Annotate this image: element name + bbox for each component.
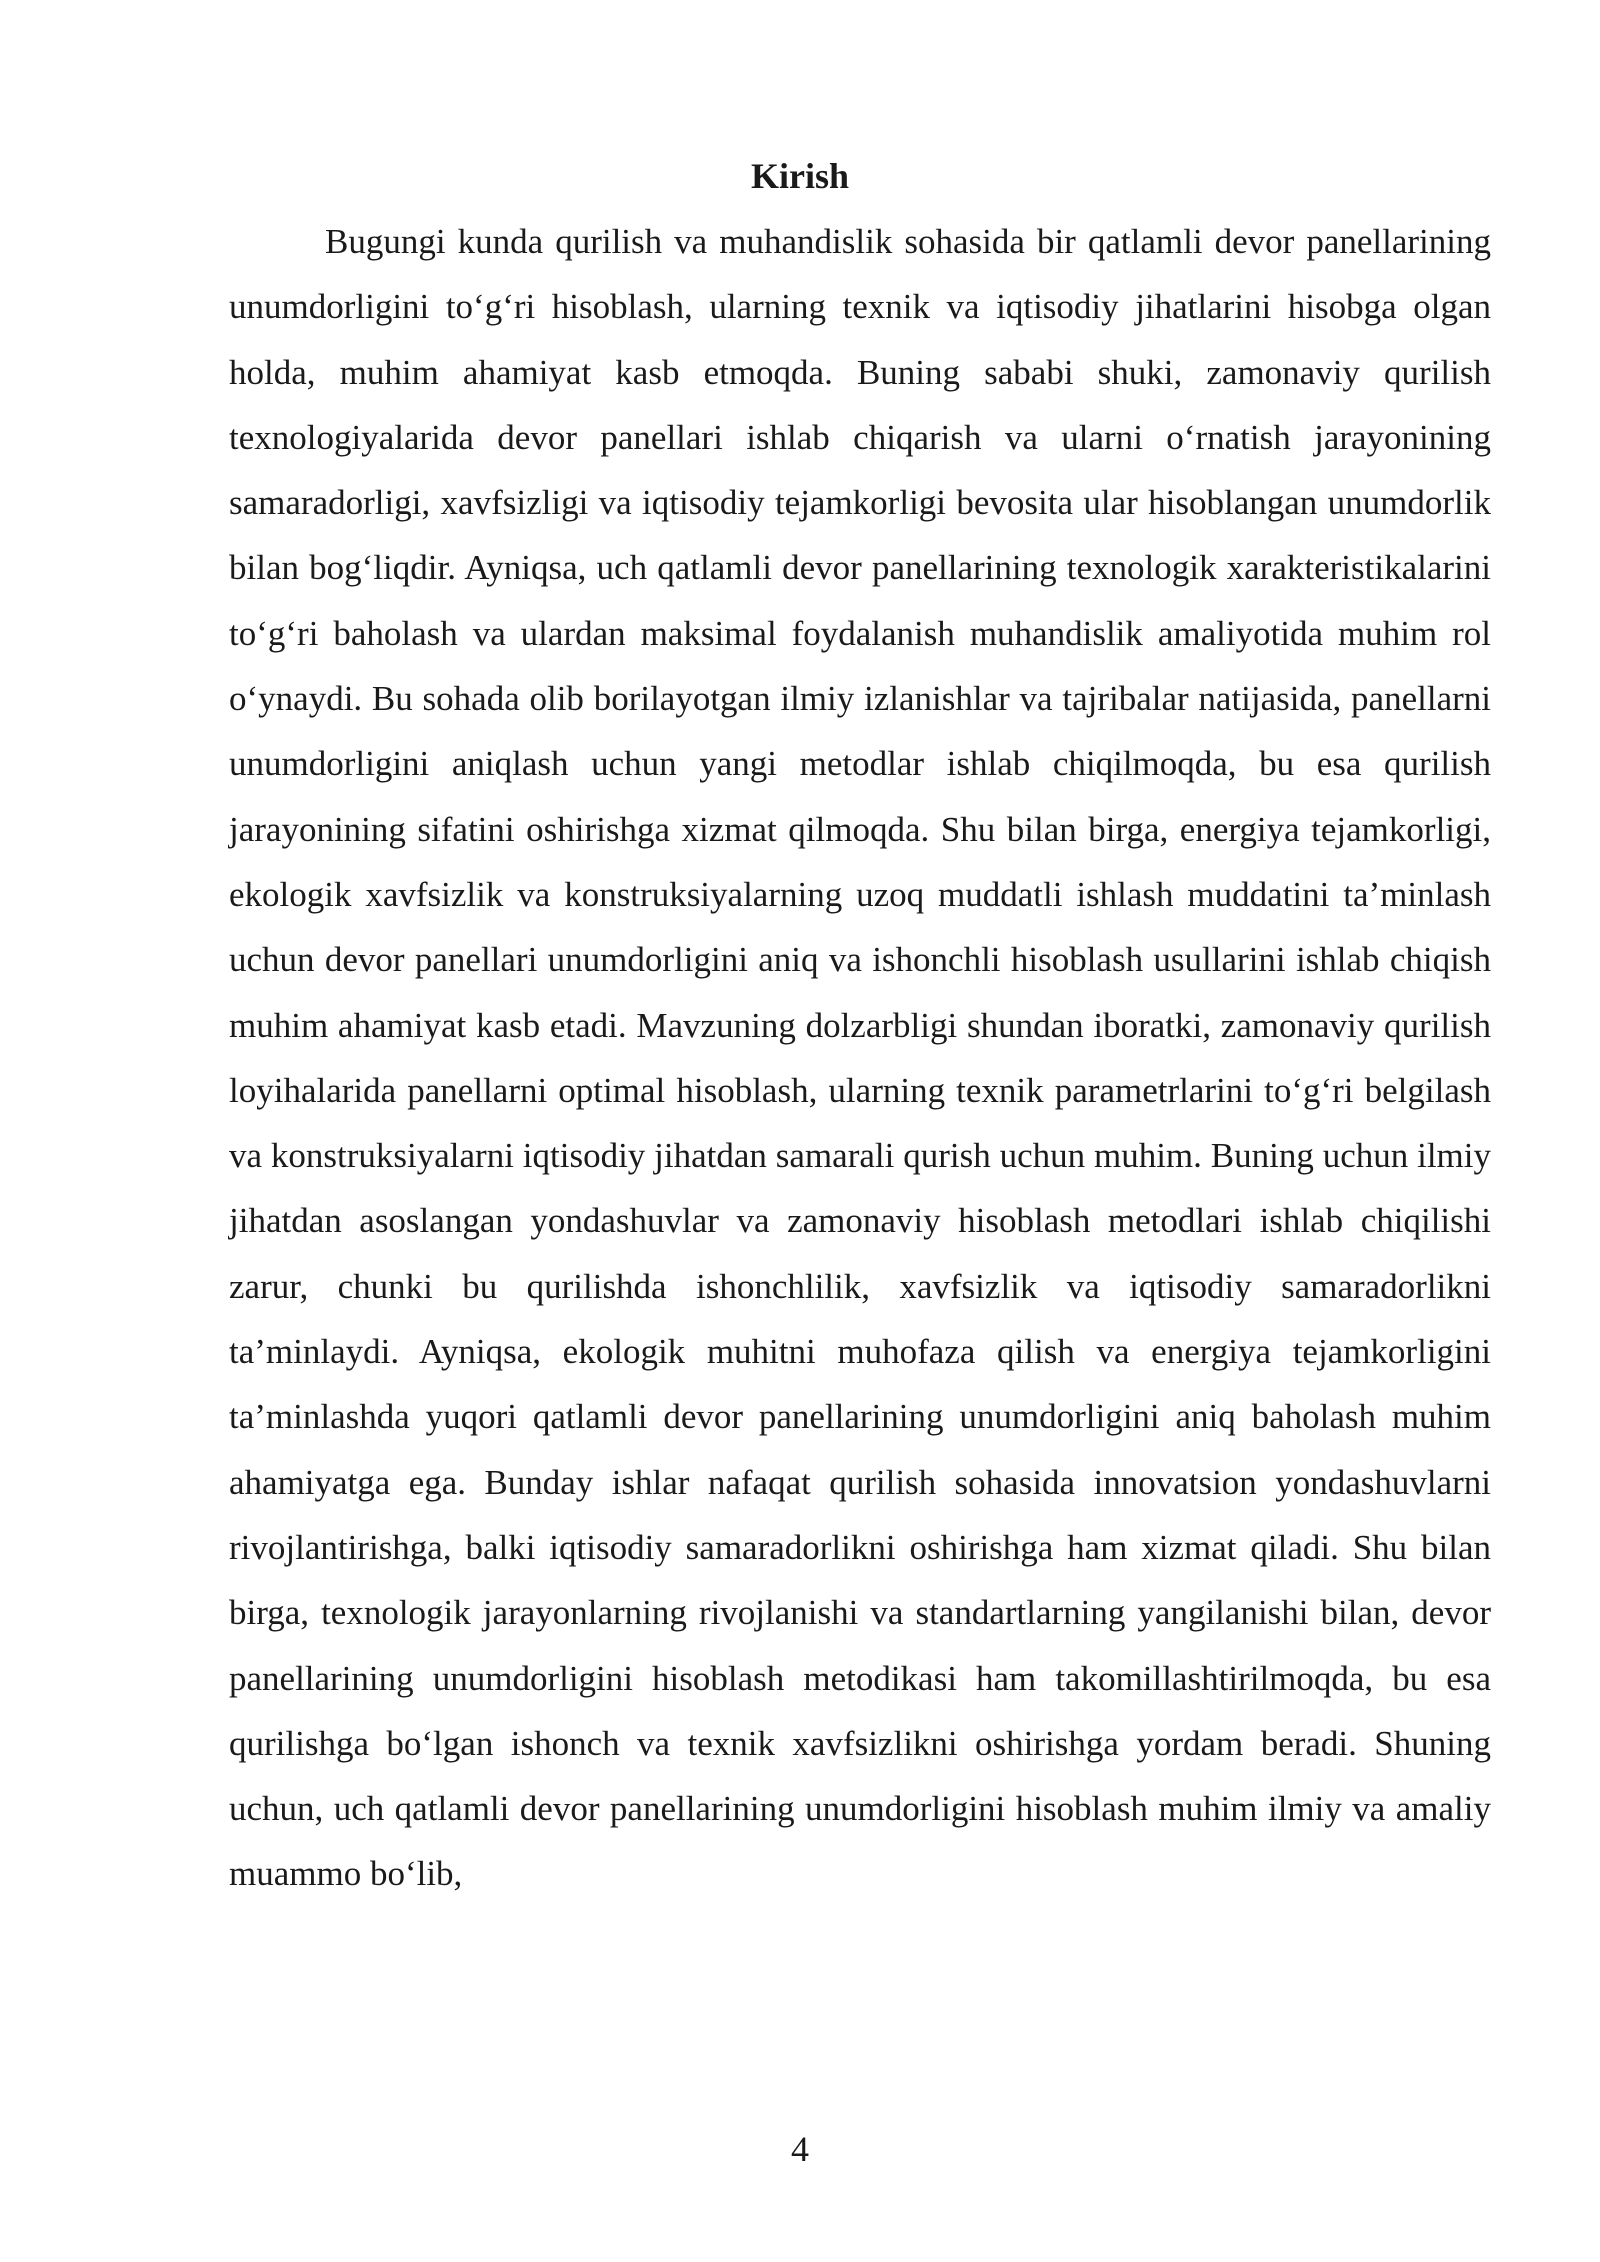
section-heading: Kirish bbox=[750, 156, 849, 196]
body-paragraph: Bugungi kunda qurilish va muhandislik sohasida bir qatlamli devor panellarining unumdorligini to‘g‘ri hisoblash, ularning texnik va iqtisodiy jihatlarini hisobga olgan holda, muhim ahamiyat kasb etmoqda. Buning sababi shuki, zamonaviy qurilish texnologiyalarida devor panellari ishlab chiqarish va ularni o‘rnatish jarayonining samaradorligi, xavfsizligi va iqtisodiy tejamkorligi bevosita ular hisoblangan unumdorlik bilan bog‘liqdir. Ayniqsa, uch qatlamli devor panellarining texnologik xarakteristikalarini to‘g‘ri baholash va ulardan maksimal foydalanish muhandislik amaliyotida muhim rol o‘ynaydi. Bu sohada olib borilayotgan ilmiy izlanishlar va tajribalar natijasida, panellarni unumdorligini aniqlash uchun yangi metodlar ishlab chiqilmoqda, bu esa qurilish jarayonining sifatini oshirishga xizmat qilmoqda. Shu bilan birga, energiya tejamkorligi, ekologik xavfsizlik va konstruksiyalarning uzoq muddatli ishlash muddatini ta’minlash uchun devor panellari unumdorligini aniq va ishonchli hisoblash usullarini ishlab chiqish muhim ahamiyat kasb etadi. Mavzuning dolzarbligi shundan iboratki, zamonaviy qurilish loyihalarida panellarni optimal hisoblash, ularning texnik parametrlarini to‘g‘ri belgilash va konstruksiyalarni iqtisodiy jihatdan samarali qurish uchun muhim. Buning uchun ilmiy jihatdan asoslangan yondashuvlar va zamonaviy hisoblash metodlari ishlab chiqilishi zarur, chunki bu qurilishda ishonchlilik, xavfsizlik va iqtisodiy samaradorlikni ta’minlaydi. Ayniqsa, ekologik muhitni muhofaza qilish va energiya tejamkorligini ta’minlashda yuqori qatlamli devor panellarining unumdorligini aniq baholash muhim ahamiyatga ega. Bunday ishlar nafaqat qurilish sohasida innovatsion yondashuvlarni rivojlantirishga, balki iqtisodiy samaradorlikni oshirishga ham xizmat qiladi. Shu bilan birga, texnologik jarayonlarning rivojlanishi va standartlarning yangilanishi bilan, devor panellarining unumdorligini hisoblash metodikasi ham takomillashtirilmoqda, bu esa qurilishga bo‘lgan ishonch va texnik xavfsizlikni oshirishga yordam beradi. Shuning uchun, uch qatlamli devor panellarining unumdorligini hisoblash muhim ilmiy va amaliy muammo bo‘lib, bbox=[229, 222, 1491, 1894]
page-number: 4 bbox=[791, 2129, 809, 2169]
